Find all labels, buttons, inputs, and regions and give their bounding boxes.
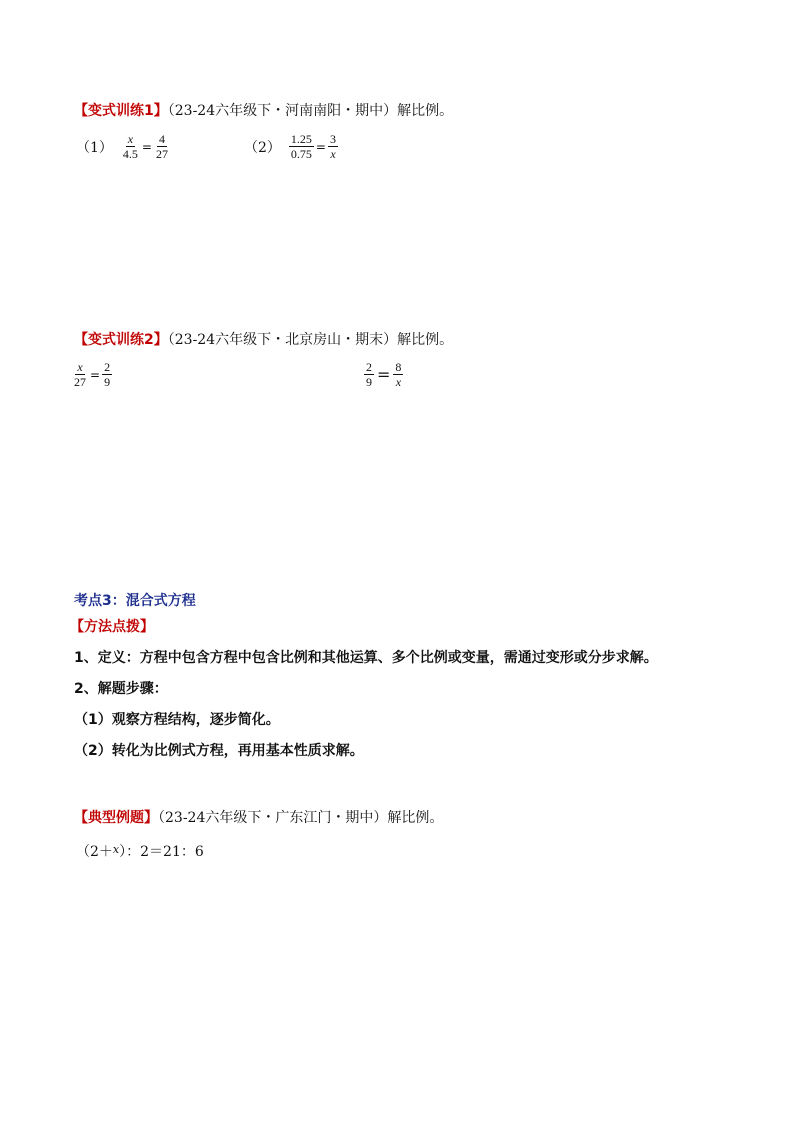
variant1-tag: 【变式训练1】 (74, 103, 168, 119)
variant1-source: （23-24六年级下・河南南阳・期中）解比例。 (167, 103, 454, 119)
equation-suffix: ）：2＝21：6 (119, 844, 204, 860)
item-label: （2） (244, 139, 281, 156)
variant2-item2 (364, 360, 403, 389)
example-source: （23-24六年级下・广东江门・期中）解比例。 (158, 810, 444, 826)
equals-sign: = (90, 367, 101, 382)
variant1-item2 (244, 132, 338, 161)
example-tag: 【典型例题】 (74, 810, 158, 826)
fraction-right: $\frac{8}{x}$ (395, 360, 402, 389)
fraction-right: $\frac{4}{27}$ (155, 132, 168, 161)
equals-sign: = (141, 139, 152, 154)
variant2-tag: 【变式训练2】 (74, 332, 168, 348)
fraction-right: $\frac{2}{9}$ (104, 360, 111, 389)
fraction-left: $\frac{1.25}{0.75}$ (290, 132, 312, 161)
definition-text: 1、定义：方程中包含方程中包含比例和其他运算、多个比例或变量，需通过变形或分步求解。 (74, 650, 658, 666)
equation-prefix: （2＋ (76, 844, 113, 860)
variant2-heading (74, 330, 453, 350)
variant1-heading (74, 101, 453, 121)
fraction-left: $\frac{x}{4.5}$ (122, 132, 138, 161)
step-1: （1）观察方程结构，逐步简化。 (74, 712, 280, 728)
equals-sign: = (315, 139, 326, 154)
steps-title: 2、解题步骤： (74, 681, 168, 697)
fraction-left: $\frac{2}{9}$ (366, 360, 372, 389)
item-label: （1） (76, 139, 113, 156)
variant1-item1 (76, 132, 170, 161)
section3-title: 考点3：混合式方程 (74, 593, 196, 609)
equals-sign: = (377, 365, 391, 384)
step-2: （2）转化为比例式方程，再用基本性质求解。 (74, 743, 364, 759)
equation-variable: x (112, 843, 120, 856)
variant2-item1 (72, 360, 112, 389)
example-heading (74, 808, 443, 828)
fraction-right: $\frac{3}{x}$ (329, 132, 336, 161)
fraction-left: $\frac{x}{27}$ (74, 360, 86, 389)
variant2-source: （23-24六年级下・北京房山・期末）解比例。 (167, 332, 454, 348)
example-equation (76, 840, 204, 862)
method-tag: 【方法点拨】 (70, 619, 154, 635)
